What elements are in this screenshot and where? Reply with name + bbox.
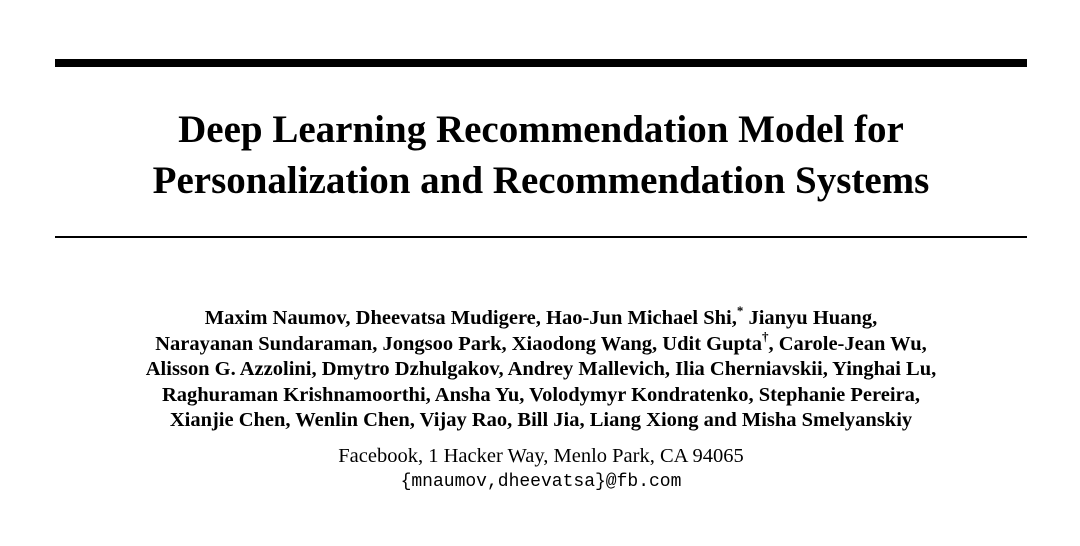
author-line-2-text: Narayanan Sundaraman, Jongsoo Park, Xiaodong Wang, Udit Gupta [155, 332, 762, 355]
footnote-mark-asterisk: * [736, 303, 744, 319]
paper-title [55, 104, 1027, 206]
author-line-3: Alisson G. Azzolini, Dmytro Dzhulgakov, Andrey Mallevich, Ilia Cherniavskii, Yinghai Lu, [145, 358, 937, 380]
author-line-4: Raghuraman Krishnamoorthi, Ansha Yu, Volodymyr Kondratenko, Stephanie Pereira, [161, 383, 921, 406]
author-line-1 [55, 303, 1027, 332]
contact-email: {mnaumov,dheevatsa}@fb.com [400, 472, 682, 492]
title-line-1: Deep Learning Recommendation Model for [178, 108, 904, 151]
footnote-mark-dagger: † [761, 328, 769, 344]
top-rule [55, 59, 1027, 67]
bottom-rule [55, 236, 1027, 238]
affiliation: Facebook, 1 Hacker Way, Menlo Park, CA 94065 [338, 445, 744, 467]
author-list [55, 303, 1027, 434]
author-line-1-tail: Jianyu Huang, [743, 307, 878, 329]
author-line-5: Xianjie Chen, Wenlin Chen, Vijay Rao, Bill Jia, Liang Xiong and Misha Smelyanskiy [169, 409, 913, 431]
author-line-2 [55, 328, 1027, 358]
title-line-2: Personalization and Recommendation Systems [152, 159, 930, 202]
author-line-2-tail: , Carole-Jean Wu, [768, 332, 927, 355]
author-line-1-text: Maxim Naumov, Dheevatsa Mudigere, Hao-Jun Michael Shi, [204, 307, 737, 329]
